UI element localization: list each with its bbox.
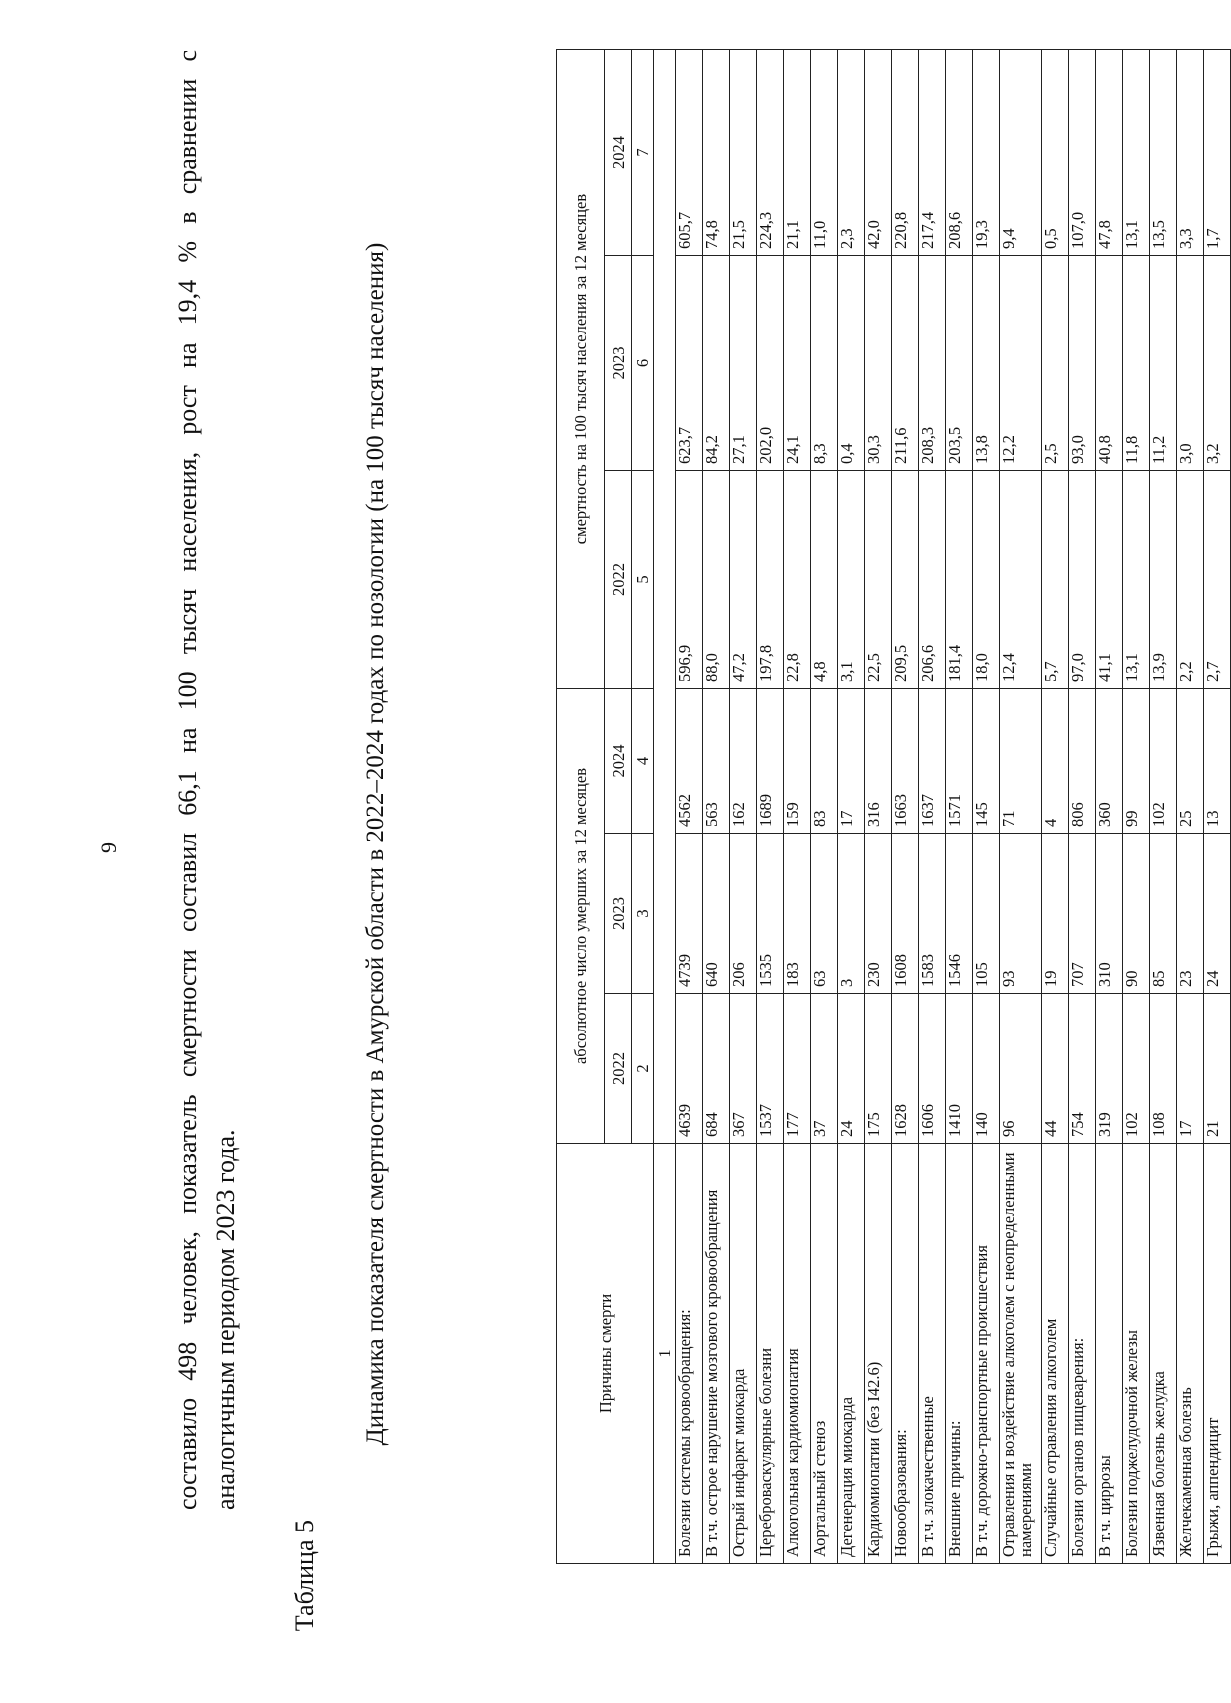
value-cell: 596,9 xyxy=(676,471,703,689)
header-year: 2022 xyxy=(605,471,632,689)
table-row xyxy=(1204,50,1231,1564)
value-cell: 0,5 xyxy=(1042,50,1069,256)
cause-cell: В т.ч. злокачественные xyxy=(919,1144,946,1564)
value-cell: 24,1 xyxy=(784,256,811,471)
value-cell: 208,6 xyxy=(946,50,973,256)
value-cell: 316 xyxy=(865,689,892,834)
value-cell: 310 xyxy=(1096,834,1123,994)
value-cell: 47,2 xyxy=(730,471,757,689)
value-cell: 108 xyxy=(1150,994,1177,1144)
value-cell: 99 xyxy=(1123,689,1150,834)
value-cell: 220,8 xyxy=(892,50,919,256)
value-cell: 4 xyxy=(1042,689,1069,834)
table-row xyxy=(1000,50,1042,1564)
value-cell: 230 xyxy=(865,834,892,994)
cause-cell: Отравления и воздействие алкоголем с неопределенными намерениями xyxy=(1000,1144,1042,1564)
value-cell: 319 xyxy=(1096,994,1123,1144)
value-cell: 3,2 xyxy=(1204,256,1231,471)
cause-cell: Случайные отравления алкоголем xyxy=(1042,1144,1069,1564)
cause-cell: Аортальный стеноз xyxy=(811,1144,838,1564)
cause-cell: Кардиомиопатии (без I42.6) xyxy=(865,1144,892,1564)
value-cell: 3,1 xyxy=(838,471,865,689)
cause-cell: Болезни поджелудочной железы xyxy=(1123,1144,1150,1564)
value-cell: 2,3 xyxy=(838,50,865,256)
value-cell: 605,7 xyxy=(676,50,703,256)
header-absolute-group: абсолютное число умерших за 12 месяцев xyxy=(557,689,605,1144)
cause-cell: Внешние причины: xyxy=(946,1144,973,1564)
mortality-table xyxy=(556,49,1231,1564)
cause-cell: Желчекаменная болезнь xyxy=(1177,1144,1204,1564)
header-col-number: 7 xyxy=(632,50,654,256)
value-cell: 1637 xyxy=(919,689,946,834)
value-cell: 707 xyxy=(1069,834,1096,994)
table-row xyxy=(703,50,730,1564)
value-cell: 22,8 xyxy=(784,471,811,689)
value-cell: 13,8 xyxy=(973,256,1000,471)
value-cell: 145 xyxy=(973,689,1000,834)
value-cell: 2,2 xyxy=(1177,471,1204,689)
value-cell: 84,2 xyxy=(703,256,730,471)
cause-cell: Острый инфаркт миокарда xyxy=(730,1144,757,1564)
value-cell: 217,4 xyxy=(919,50,946,256)
value-cell: 24 xyxy=(1204,834,1231,994)
table-row xyxy=(757,50,784,1564)
value-cell: 102 xyxy=(1123,994,1150,1144)
value-cell: 44 xyxy=(1042,994,1069,1144)
value-cell: 183 xyxy=(784,834,811,994)
header-year: 2024 xyxy=(605,50,632,256)
value-cell: 1689 xyxy=(757,689,784,834)
header-cause: Причины смерти xyxy=(557,1144,654,1564)
value-cell: 18,0 xyxy=(973,471,1000,689)
value-cell: 563 xyxy=(703,689,730,834)
cause-cell: Цереброваскулярные болезни xyxy=(757,1144,784,1564)
header-year: 2022 xyxy=(605,994,632,1144)
table-row xyxy=(1123,50,1150,1564)
table-row xyxy=(811,50,838,1564)
header-year: 2024 xyxy=(605,689,632,834)
value-cell: 17 xyxy=(1177,994,1204,1144)
value-cell: 11,2 xyxy=(1150,256,1177,471)
value-cell: 2,7 xyxy=(1204,471,1231,689)
value-cell: 3,0 xyxy=(1177,256,1204,471)
value-cell: 1606 xyxy=(919,994,946,1144)
table-row xyxy=(1150,50,1177,1564)
value-cell: 13,1 xyxy=(1123,471,1150,689)
table-title: Динамика показателя смертности в Амурской области в 2022–2024 годах по нозологии (на 100 тысяч населения) xyxy=(362,242,389,1446)
value-cell: 360 xyxy=(1096,689,1123,834)
value-cell: 5,7 xyxy=(1042,471,1069,689)
intro-paragraph xyxy=(169,50,245,1510)
header-year: 2023 xyxy=(605,834,632,994)
value-cell: 13 xyxy=(1204,689,1231,834)
value-cell: 105 xyxy=(973,834,1000,994)
value-cell: 19 xyxy=(1042,834,1069,994)
value-cell: 140 xyxy=(973,994,1000,1144)
value-cell: 202,0 xyxy=(757,256,784,471)
cause-cell: Грыжи, аппендицит xyxy=(1204,1144,1231,1564)
intro-line: составило 498 человек, показатель смертности составил 66,1 на 100 тысяч населения, рост на 19,4 % в сравнении с xyxy=(173,50,202,1510)
value-cell: 97,0 xyxy=(1069,471,1096,689)
header-rate-group: смертность на 100 тысяч населения за 12 месяцев xyxy=(557,50,605,689)
cause-cell: Язвенная болезнь желудка xyxy=(1150,1144,1177,1564)
mortality-table-wrapper xyxy=(556,49,1231,1564)
value-cell: 71 xyxy=(1000,689,1042,834)
value-cell: 17 xyxy=(838,689,865,834)
table-row xyxy=(676,50,703,1564)
value-cell: 1410 xyxy=(946,994,973,1144)
intro-line: аналогичным периодом 2023 года. xyxy=(211,1129,240,1510)
cause-cell: Дегенерация миокарда xyxy=(838,1144,865,1564)
value-cell: 24 xyxy=(838,994,865,1144)
value-cell: 1,7 xyxy=(1204,50,1231,256)
value-cell: 90 xyxy=(1123,834,1150,994)
table-label: Таблица 5 xyxy=(290,1520,319,1632)
value-cell: 21 xyxy=(1204,994,1231,1144)
table-row xyxy=(730,50,757,1564)
table-row xyxy=(1069,50,1096,1564)
value-cell: 12,4 xyxy=(1000,471,1042,689)
value-cell: 211,6 xyxy=(892,256,919,471)
value-cell: 21,5 xyxy=(730,50,757,256)
cause-cell: Болезни органов пищеварения: xyxy=(1069,1144,1096,1564)
value-cell: 206,6 xyxy=(919,471,946,689)
table-row xyxy=(946,50,973,1564)
value-cell: 4739 xyxy=(676,834,703,994)
table-row xyxy=(919,50,946,1564)
table-row xyxy=(865,50,892,1564)
value-cell: 102 xyxy=(1150,689,1177,834)
value-cell: 13,9 xyxy=(1150,471,1177,689)
header-year: 2023 xyxy=(605,256,632,471)
value-cell: 40,8 xyxy=(1096,256,1123,471)
cause-cell: В т.ч. дорожно-транспортные происшествия xyxy=(973,1144,1000,1564)
value-cell: 4639 xyxy=(676,994,703,1144)
cause-cell: Новообразования: xyxy=(892,1144,919,1564)
value-cell: 41,1 xyxy=(1096,471,1123,689)
table-row xyxy=(1177,50,1204,1564)
table-row xyxy=(838,50,865,1564)
value-cell: 22,5 xyxy=(865,471,892,689)
value-cell: 4,8 xyxy=(811,471,838,689)
value-cell: 27,1 xyxy=(730,256,757,471)
value-cell: 8,3 xyxy=(811,256,838,471)
cause-cell: Болезни системы кровообращения: xyxy=(676,1144,703,1564)
header-col-number: 4 xyxy=(632,689,654,834)
value-cell: 96 xyxy=(1000,994,1042,1144)
table-row xyxy=(1096,50,1123,1564)
header-col-number: 3 xyxy=(632,834,654,994)
value-cell: 162 xyxy=(730,689,757,834)
cause-cell: В т.ч. острое нарушение мозгового кровообращения xyxy=(703,1144,730,1564)
header-spacer xyxy=(654,50,676,1144)
page-number: 9 xyxy=(96,842,121,853)
value-cell: 806 xyxy=(1069,689,1096,834)
value-cell: 1583 xyxy=(919,834,946,994)
value-cell: 1571 xyxy=(946,689,973,834)
value-cell: 181,4 xyxy=(946,471,973,689)
value-cell: 208,3 xyxy=(919,256,946,471)
value-cell: 23 xyxy=(1177,834,1204,994)
value-cell: 2,5 xyxy=(1042,256,1069,471)
value-cell: 11,8 xyxy=(1123,256,1150,471)
value-cell: 3 xyxy=(838,834,865,994)
value-cell: 203,5 xyxy=(946,256,973,471)
value-cell: 177 xyxy=(784,994,811,1144)
value-cell: 74,8 xyxy=(703,50,730,256)
value-cell: 0,4 xyxy=(838,256,865,471)
value-cell: 88,0 xyxy=(703,471,730,689)
value-cell: 367 xyxy=(730,994,757,1144)
value-cell: 197,8 xyxy=(757,471,784,689)
value-cell: 107,0 xyxy=(1069,50,1096,256)
value-cell: 19,3 xyxy=(973,50,1000,256)
value-cell: 754 xyxy=(1069,994,1096,1144)
value-cell: 63 xyxy=(811,834,838,994)
value-cell: 175 xyxy=(865,994,892,1144)
value-cell: 1608 xyxy=(892,834,919,994)
value-cell: 13,5 xyxy=(1150,50,1177,256)
value-cell: 9,4 xyxy=(1000,50,1042,256)
cause-cell: В т.ч. циррозы xyxy=(1096,1144,1123,1564)
value-cell: 1537 xyxy=(757,994,784,1144)
header-col-number: 2 xyxy=(632,994,654,1144)
value-cell: 37 xyxy=(811,994,838,1144)
value-cell: 1628 xyxy=(892,994,919,1144)
value-cell: 159 xyxy=(784,689,811,834)
table-row xyxy=(784,50,811,1564)
header-col-number: 5 xyxy=(632,471,654,689)
value-cell: 83 xyxy=(811,689,838,834)
value-cell: 684 xyxy=(703,994,730,1144)
value-cell: 206 xyxy=(730,834,757,994)
value-cell: 1546 xyxy=(946,834,973,994)
value-cell: 93 xyxy=(1000,834,1042,994)
value-cell: 209,5 xyxy=(892,471,919,689)
value-cell: 12,2 xyxy=(1000,256,1042,471)
cause-cell: Алкогольная кардиомиопатия xyxy=(784,1144,811,1564)
value-cell: 13,1 xyxy=(1123,50,1150,256)
value-cell: 4562 xyxy=(676,689,703,834)
value-cell: 85 xyxy=(1150,834,1177,994)
header-col-number: 6 xyxy=(632,256,654,471)
header-col-number: 1 xyxy=(654,1144,676,1564)
value-cell: 30,3 xyxy=(865,256,892,471)
table-row xyxy=(1042,50,1069,1564)
value-cell: 21,1 xyxy=(784,50,811,256)
value-cell: 3,3 xyxy=(1177,50,1204,256)
value-cell: 11,0 xyxy=(811,50,838,256)
value-cell: 25 xyxy=(1177,689,1204,834)
table-row xyxy=(973,50,1000,1564)
value-cell: 1663 xyxy=(892,689,919,834)
value-cell: 224,3 xyxy=(757,50,784,256)
value-cell: 623,7 xyxy=(676,256,703,471)
table-body xyxy=(676,50,1231,1564)
value-cell: 93,0 xyxy=(1069,256,1096,471)
value-cell: 42,0 xyxy=(865,50,892,256)
value-cell: 640 xyxy=(703,834,730,994)
table-row xyxy=(892,50,919,1564)
value-cell: 1535 xyxy=(757,834,784,994)
value-cell: 47,8 xyxy=(1096,50,1123,256)
